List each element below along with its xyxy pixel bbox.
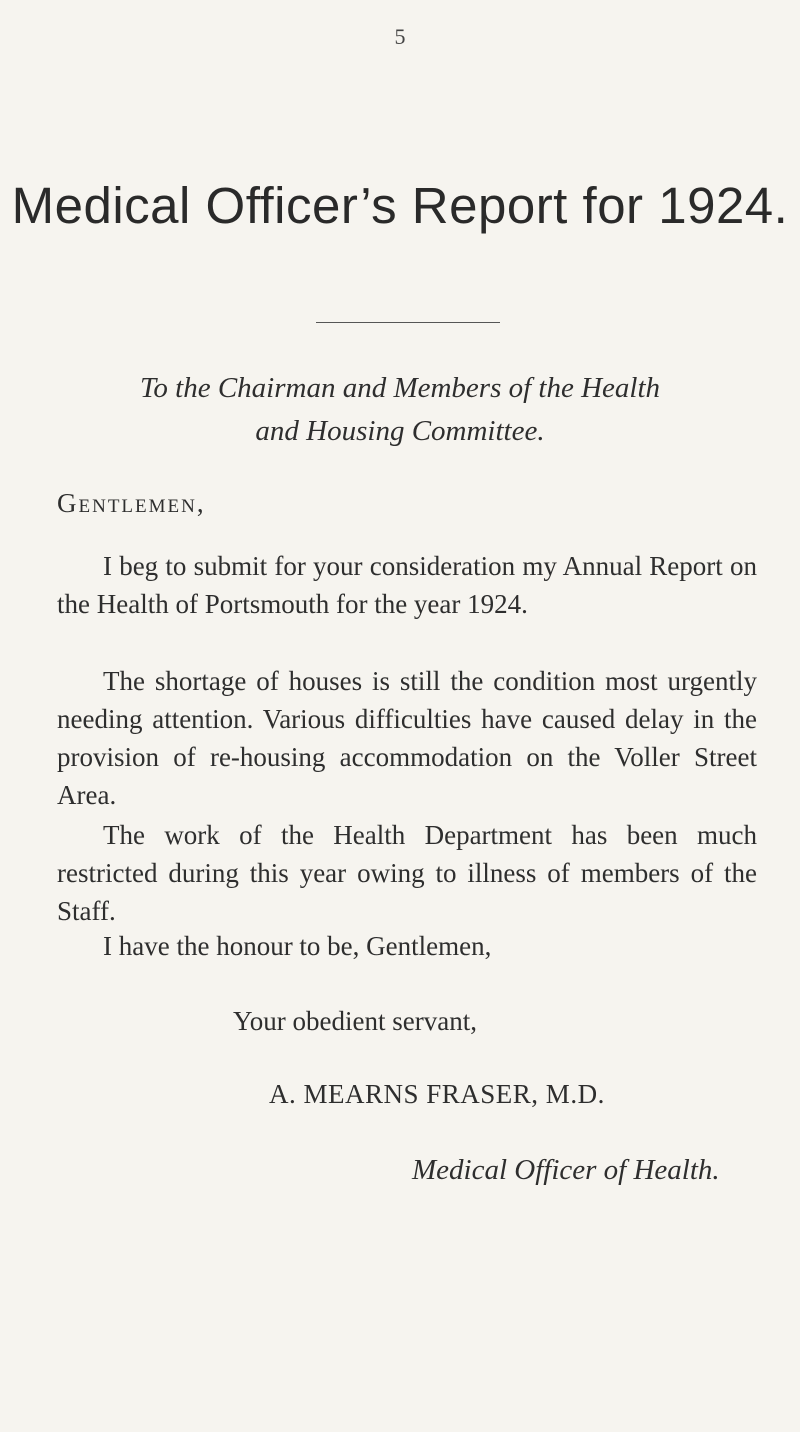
paragraph-3 bbox=[57, 816, 757, 930]
addressee-line-1: To the Chairman and Members of the Health bbox=[139, 372, 661, 404]
signatory-name: A. MEARNS FRASER, M.D. bbox=[269, 1079, 605, 1109]
addressee-line-2: and Housing Committee. bbox=[255, 415, 545, 447]
valediction: Your obedient servant, bbox=[233, 1006, 477, 1036]
paragraph-2-text: The shortage of houses is still the condition most urgently needing attention. Various difficulties have caused delay in the provision of re-housing accommodation on the Voller Street Area. bbox=[57, 666, 757, 810]
paragraph-1-text: I beg to submit for your consideration my Annual Report on the Health of Portsmouth for the year 1924. bbox=[57, 551, 757, 619]
signatory-title: Medical Officer of Health. bbox=[412, 1154, 720, 1186]
closing-line: I have the honour to be, Gentlemen, bbox=[103, 931, 492, 961]
addressee-block bbox=[0, 367, 800, 453]
paragraph-3-text: The work of the Health Department has been much restricted during this year owing to illness of members of the Staff. bbox=[57, 820, 757, 926]
title-divider bbox=[316, 322, 500, 323]
salutation: Gentlemen, bbox=[57, 488, 206, 518]
paragraph-1 bbox=[57, 547, 757, 623]
page-number: 5 bbox=[394, 24, 406, 49]
paragraph-2 bbox=[57, 662, 757, 814]
page-title: Medical Officer’s Report for 1924. bbox=[11, 177, 789, 234]
